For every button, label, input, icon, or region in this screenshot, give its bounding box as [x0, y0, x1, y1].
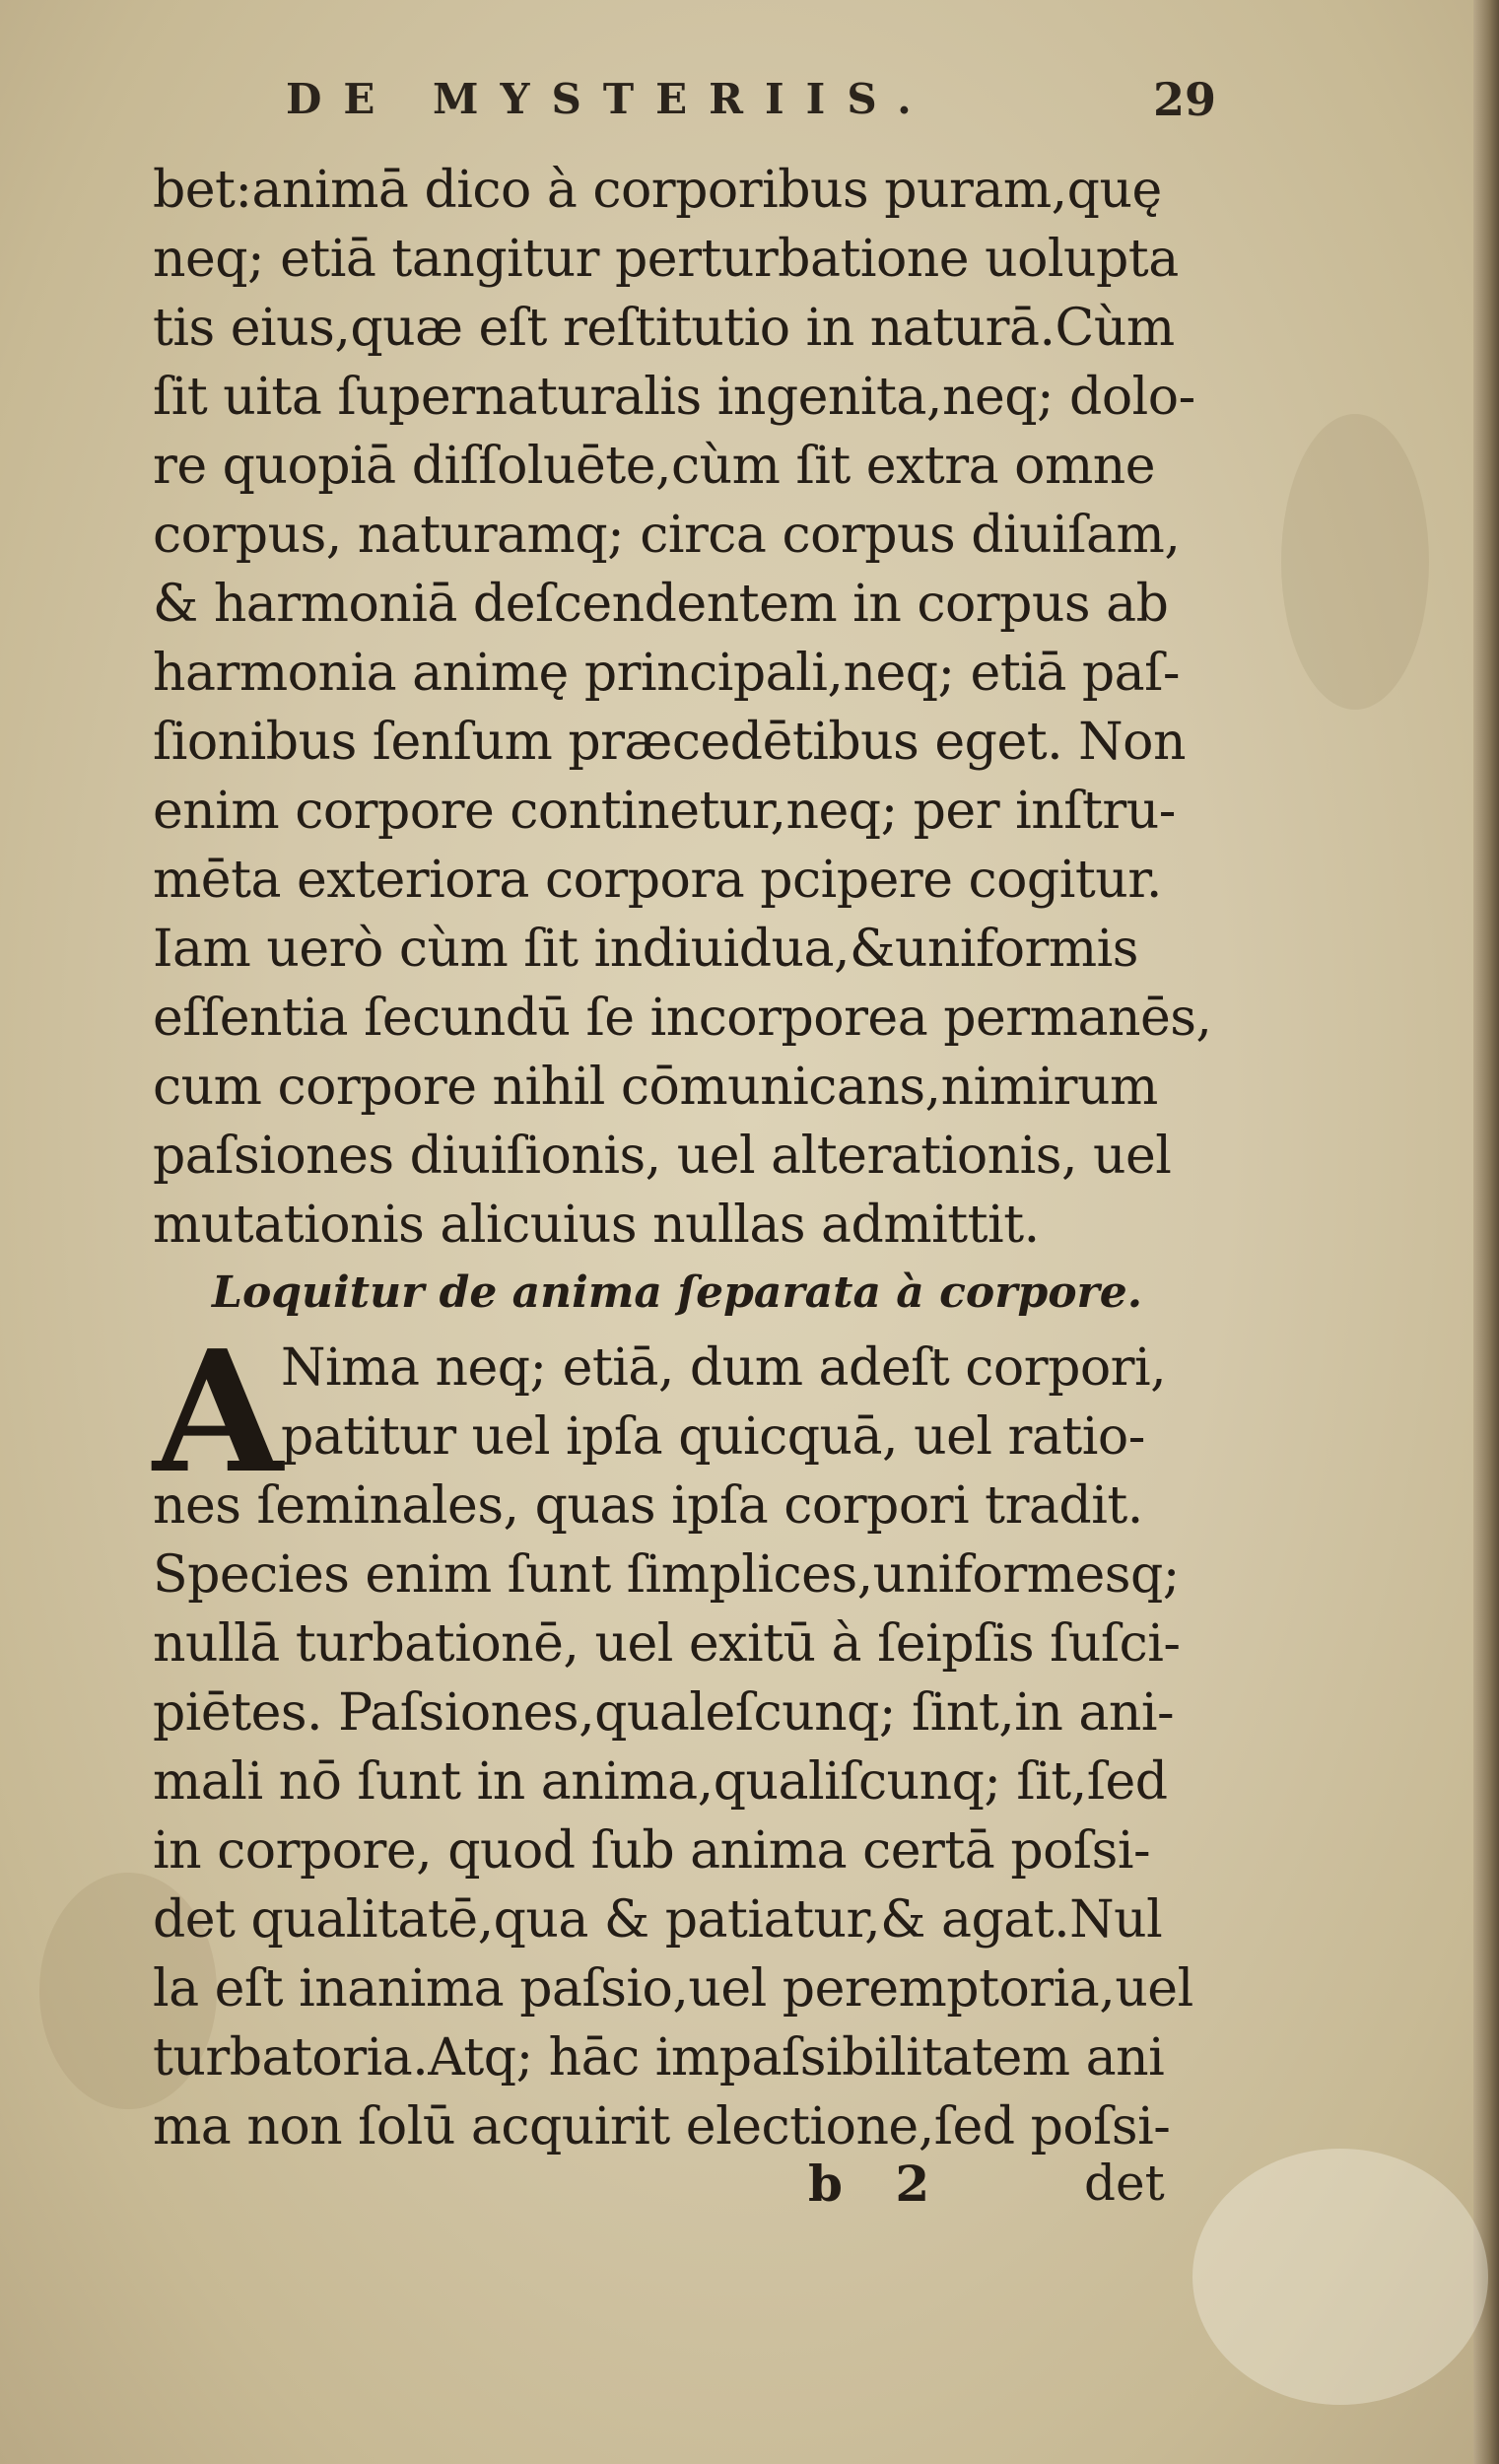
text-line: enim corpore continetur,neq; per inſtru- [153, 782, 1176, 841]
text-line: eſſentia ſecundū ſe incorporea permanēs, [153, 989, 1212, 1048]
page-header [286, 75, 1222, 134]
page-edge [1473, 0, 1499, 2464]
page-number: 29 [1153, 73, 1217, 126]
text-line: Iam uerò cùm ſit indiuidua,&uniformis [153, 920, 1138, 979]
catchword: det [1084, 2155, 1165, 2212]
text-line: turbatoria.Atq; hāc impaſsibilitatem ani [153, 2028, 1165, 2088]
paper-stain [1281, 414, 1429, 710]
signature-mark: b 2 [808, 2155, 948, 2213]
text-line: mutationis alicuius nullas admittit. [153, 1196, 1040, 1255]
text-line: nullā turbationē, uel exitū à ſeipſis ſuſci- [153, 1614, 1181, 1674]
text-line: det qualitatē,qua & patiatur,& agat.Nul [153, 1890, 1163, 1950]
text-line: ſionibus ſenſum præcedētibus eget. Non [153, 713, 1186, 772]
text-line: patitur uel ipſa quicquā, uel ratio- [281, 1407, 1145, 1467]
text-line: tis eius,quæ eſt reſtitutio in naturā.Cùm [153, 299, 1175, 358]
running-head: DE MYSTERIIS. [286, 75, 933, 123]
text-line: mēta exteriora corpora pcipere cogitur. [153, 851, 1162, 910]
section-heading: Loquitur de anima ſeparata à corpore. [212, 1267, 1143, 1318]
text-line: in corpore, quod ſub anima certā poſsi- [153, 1821, 1151, 1881]
text-line: la eſt inanima paſsio,uel peremptoria,uel [153, 1959, 1193, 2019]
text-line: re quopiā diſſoluēte,cùm ſit extra omne [153, 437, 1156, 496]
text-line: bet:animā dico à corporibus puram,quę [153, 161, 1162, 220]
text-line: ma non ſolū acquirit electione,ſed poſsi- [153, 2097, 1171, 2156]
text-line: nes ſeminales, quas ipſa corpori tradit. [153, 1476, 1143, 1536]
text-line: Species enim ſunt ſimplices,uniformesq; [153, 1545, 1180, 1605]
text-line: corpus, naturamq; circa corpus diuiſam, [153, 506, 1181, 565]
text-line: paſsiones diuiſionis, uel alterationis, uel [153, 1127, 1172, 1186]
text-line: piētes. Paſsiones,qualeſcunq; ſint,in ani- [153, 1683, 1175, 1743]
text-line: Nima neq; etiā, dum adeſt corpori, [281, 1338, 1167, 1398]
text-line: harmonia animę principali,neq; etiā paſ- [153, 644, 1180, 703]
text-line: neq; etiā tangitur perturbatione uolupta [153, 230, 1179, 289]
text-line: ſit uita ſupernaturalis ingenita,neq; dolo- [153, 368, 1195, 427]
text-line: & harmoniā deſcendentem in corpus ab [153, 575, 1169, 634]
text-line: cum corpore nihil cōmunicans,nimirum [153, 1058, 1158, 1117]
text-line: mali nō ſunt in anima,qualiſcunq; ſit,ſed [153, 1752, 1168, 1812]
paper-stain [1192, 2149, 1488, 2405]
drop-cap: A [153, 1314, 283, 1511]
